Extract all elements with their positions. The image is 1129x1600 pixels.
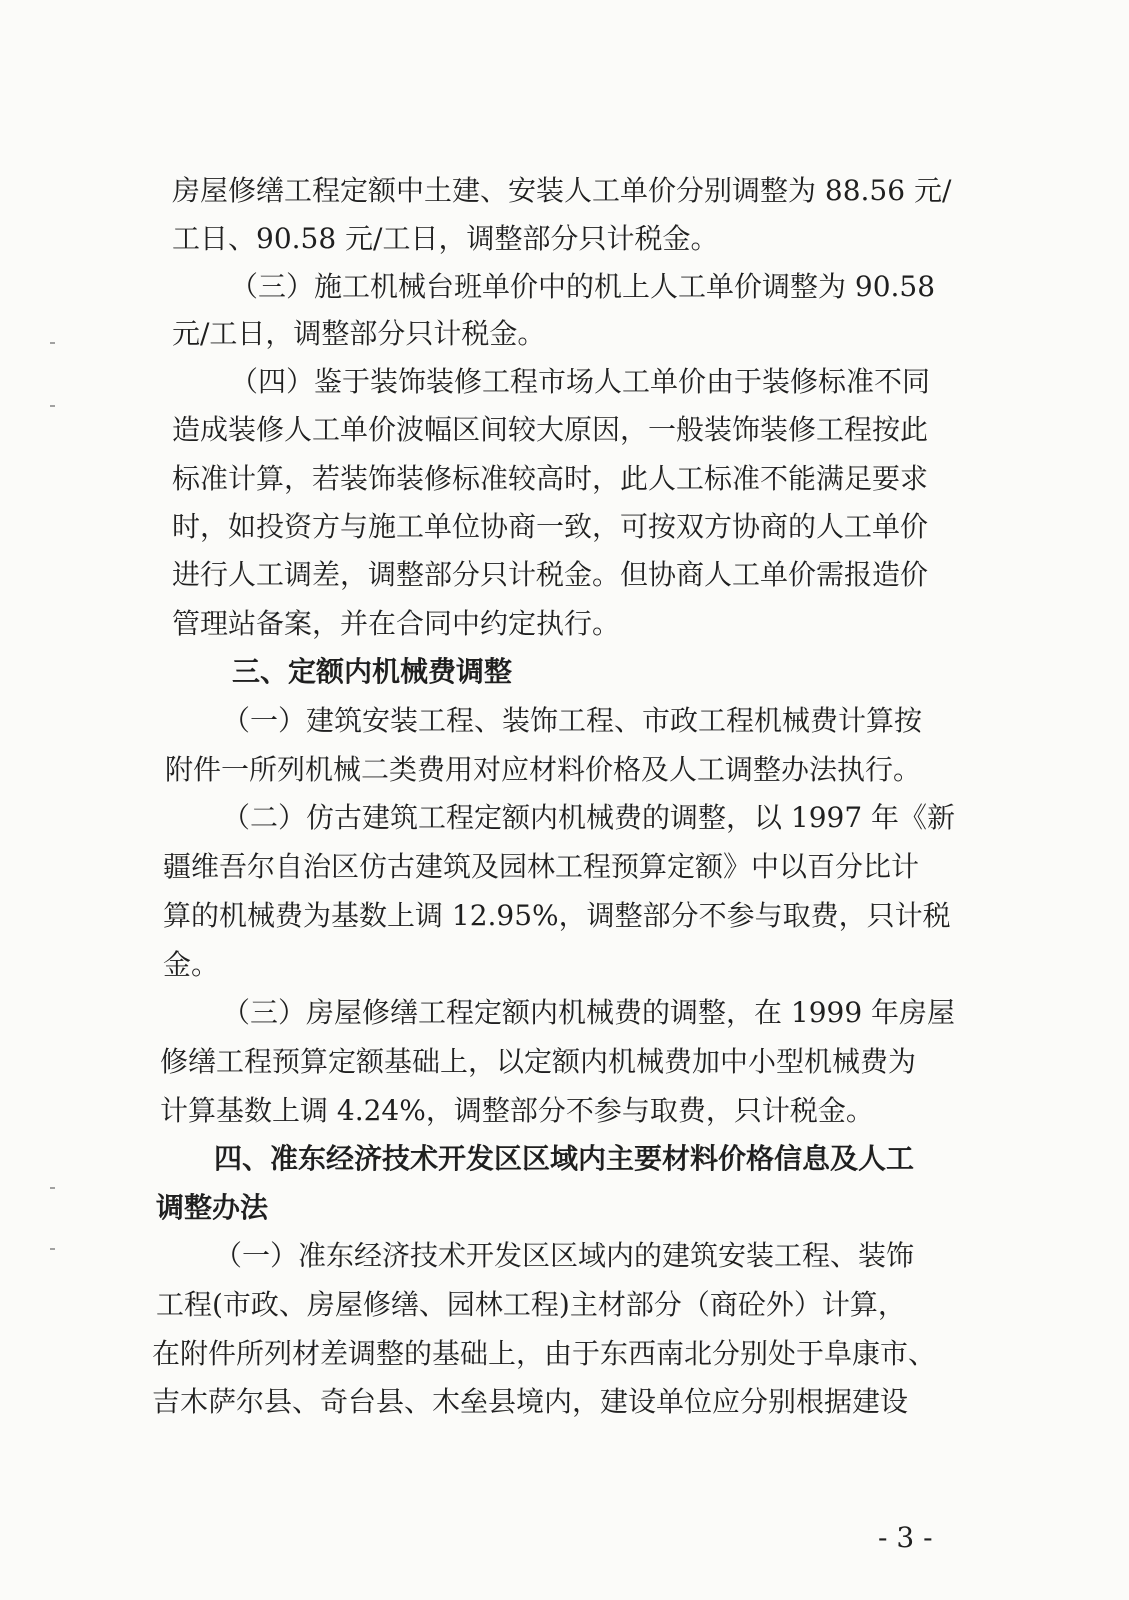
section-heading: 三、定额内机械费调整 [232,655,513,688]
scan-artifact [50,1248,55,1250]
text-line: 元/工日，调整部分只计税金。 [172,317,546,350]
page-number: - 3 - [878,1521,933,1554]
text-line: 时，如投资方与施工单位协商一致，可按双方协商的人工单价 [172,510,929,543]
text-line: 计算基数上调 4.24%，调整部分不参与取费，只计税金。 [160,1094,874,1127]
text-line: 工程(市政、房屋修缮、园林工程)主材部分（商砼外）计算， [156,1288,906,1321]
scan-artifact [50,405,55,407]
text-line: 标准计算，若装饰装修标准较高时，此人工标准不能满足要求 [172,462,929,495]
text-line: （一）准东经济技术开发区区域内的建筑安装工程、装饰 [214,1239,915,1272]
text-line: 疆维吾尔自治区仿古建筑及园林工程预算定额》中以百分比计 [163,850,920,883]
text-line: 房屋修缮工程定额中土建、安装人工单价分别调整为 88.56 元/ [172,174,952,207]
text-line: 金。 [163,948,220,981]
text-line: 吉木萨尔县、奇台县、木垒县境内，建设单位应分别根据建设 [152,1385,909,1418]
text-line: 算的机械费为基数上调 12.95%，调整部分不参与取费，只计税 [163,899,951,932]
text-line: 修缮工程预算定额基础上，以定额内机械费加中小型机械费为 [160,1045,917,1078]
text-line: （二）仿古建筑工程定额内机械费的调整，以 1997 年《新 [222,801,956,834]
text-line: （三）施工机械台班单价中的机上人工单价调整为 90.58 [230,270,936,303]
text-line: 附件一所列机械二类费用对应材料价格及人工调整办法执行。 [165,753,922,786]
scan-artifact [50,1187,55,1189]
section-heading-continued: 调整办法 [156,1191,269,1224]
text-line: 管理站备案，并在合同中约定执行。 [172,607,621,640]
section-heading: 四、准东经济技术开发区区域内主要材料价格信息及人工 [214,1142,915,1175]
scan-artifact [50,342,55,344]
text-line: 在附件所列材差调整的基础上，由于东西南北分别处于阜康市、 [152,1337,937,1370]
text-line: （一）建筑安装工程、装饰工程、市政工程机械费计算按 [222,704,923,737]
text-line: 工日、90.58 元/工日，调整部分只计税金。 [172,222,719,255]
text-line: 造成装修人工单价波幅区间较大原因，一般装饰装修工程按此 [172,413,929,446]
text-line: 进行人工调差，调整部分只计税金。但协商人工单价需报造价 [172,558,929,591]
text-line: （四）鉴于装饰装修工程市场人工单价由于装修标准不同 [230,365,931,398]
text-line: （三）房屋修缮工程定额内机械费的调整，在 1999 年房屋 [222,996,956,1029]
